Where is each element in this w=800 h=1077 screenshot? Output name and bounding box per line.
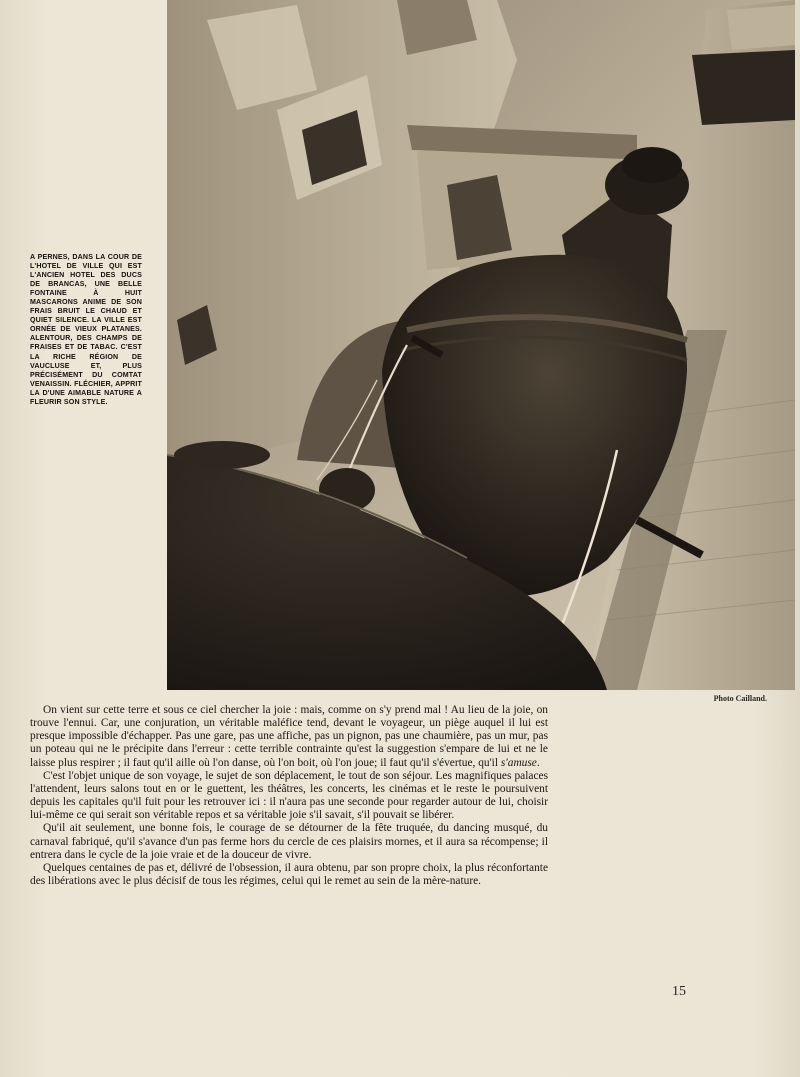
article-body xyxy=(30,704,548,888)
punctuation: . xyxy=(536,756,540,769)
paragraph: Qu'il ait seulement, une bonne fois, le courage de se détourner de la fête truquée, du dancing musqué, du carnaval fabriqué, qu'il s'avance d'un pas ferme hors du cercle de ces plaisirs mornes, et il aura sa récompense; il entrera dans le cycle de la joie vraie et de la douceur de vivre. xyxy=(30,822,548,861)
photo-caption: A PERNES, DANS LA COUR DE L'HOTEL DE VILLE QUI EST L'ANCIEN HOTEL DES DUCS DE BRANCAS, UNE BELLE FONTAINE À HUIT MASCARONS ANIME DE SON FRAIS BRUIT LE CHAUD ET QUIET SILENCE. LA VILLE EST ORNÉE DE VIEUX PLATANES. ALENTOUR, DES CHAMPS DE FRAISES ET DE TABAC. C'EST LA RICHE RÉGION DE VAUCLUSE ET, PLUS PRÉCISÉMENT DU COMTAT VENAISSIN. FLÉCHIER, APPRIT LA D'UNE AIMABLE NATURE A FLEURIR SON STYLE. xyxy=(30,253,142,406)
emphasis-text: s'amuse xyxy=(500,756,537,769)
paragraph: Quelques centaines de pas et, délivré de l'obsession, il aura obtenu, par son propre choix, la plus réconfortante des libérations avec le plus décisif de tous les régimes, celui qui le remet au sein de la mère-nature. xyxy=(30,861,548,888)
page-number: 15 xyxy=(672,984,686,999)
photo-credit: Photo Cailland. xyxy=(713,694,767,703)
paragraph-text: On vient sur cette terre et sous ce ciel chercher la joie : mais, comme on s'y prend mal ! Au lieu de la joie, on trouve l'ennui. Car, une conjuration, un véritable maléfice tend, devant le voyageur, un piège auquel il lui est presque impossible d'échapper. Pas une gare, pas une affiche, pas un pignon, pas une chaumière, pas un mur, pas un poteau qui ne le précipite dans l'erreur : cette terrible contrainte qu'est la suggestion s'empare de lui et ne le laisse plus respirer ; il faut qu'il aille où l'on danse, où l'on boit, où l'on joue; il faut qu'il s'évertue, qu'il xyxy=(30,704,548,769)
fountain-photograph xyxy=(167,0,795,690)
paragraph xyxy=(30,704,548,770)
paragraph: C'est l'objet unique de son voyage, le sujet de son déplacement, le tout de son séjour. Les magnifiques palaces l'attendent, leurs salons tout en or le guettent, les théâtres, les concerts, les cinémas et le reste le poursuivent depuis les capitales qu'il fuit pour les retrouver ici : il n'aura pas une seconde pour regarder autour de lui, choisir lui-même ce qui serait son véritable repos et sa véritable joie s'il savait, s'il pouvait se libérer. xyxy=(30,769,548,822)
